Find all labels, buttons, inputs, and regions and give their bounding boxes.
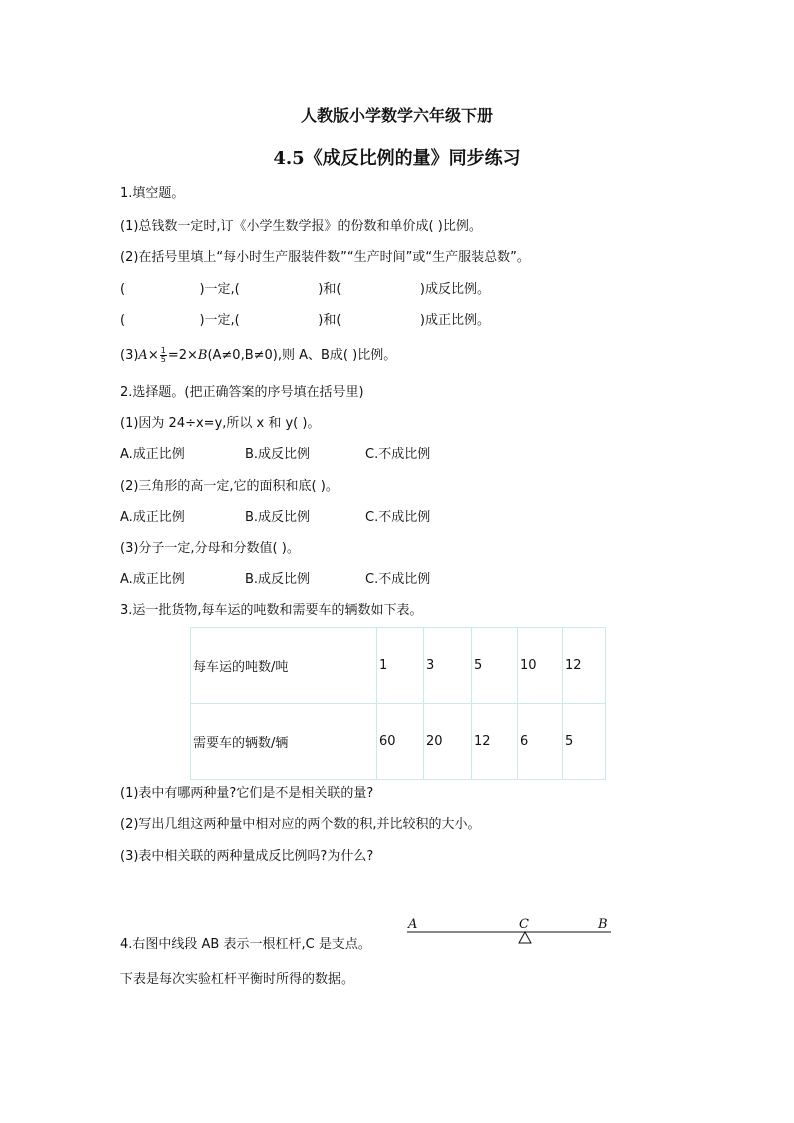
q1-part2-row2: ( )一定,( )和( )成正比例。: [120, 313, 490, 328]
q1-part2: (2)在括号里填上“每小时生产服装件数”“生产时间”或“生产服装总数”。: [120, 250, 530, 265]
q2-sub2: (2)三角形的高一定,它的面积和底( )。: [120, 479, 339, 494]
q2-sub2-option-b: B.成反比例: [245, 510, 311, 525]
page-subtitle: 4.5《成反比例的量》同步练习: [273, 148, 521, 169]
var-b: B: [197, 348, 208, 363]
q2-sub2-option-a: A.成正比例: [120, 510, 185, 525]
q2-sub1: (1)因为 24÷x=y,所以 x 和 y( )。: [120, 416, 321, 431]
table-row: [191, 704, 606, 780]
var-a: A: [138, 348, 148, 363]
q2-sub1-option-b: B.成反比例: [245, 447, 311, 462]
label-c: C: [519, 917, 529, 932]
times-sign: ×: [147, 348, 159, 363]
row-label-tons: 每车运的吨数/吨: [191, 628, 377, 704]
table-cell: 10: [518, 628, 563, 704]
tonnage-table: [190, 627, 606, 780]
q2-sub1-option-a: A.成正比例: [120, 447, 185, 462]
lever-diagram: [405, 912, 617, 952]
fulcrum-triangle-icon: [519, 932, 531, 943]
table-row: [191, 628, 606, 704]
q1-heading: 1.填空题。: [120, 186, 185, 201]
q2-heading: 2.选择题。(把正确答案的序号填在括号里): [120, 385, 364, 400]
label-b: B: [598, 917, 608, 932]
table-cell: 12: [563, 628, 606, 704]
q1-part3: [120, 346, 396, 366]
equals-two-times: =2×: [167, 348, 198, 363]
table-cell: 6: [518, 704, 563, 780]
q1-part3-condition: (A≠0,B≠0),则 A、B成( )比例。: [207, 348, 397, 363]
q3-sub1: (1)表中有哪两种量?它们是不是相关联的量?: [120, 786, 374, 801]
q1-part2-row1: ( )一定,( )和( )成反比例。: [120, 282, 490, 297]
q1-part3-prefix: (3): [120, 348, 139, 363]
q4-note: 下表是每次实验杠杆平衡时所得的数据。: [120, 972, 355, 987]
row-label-vehicles: 需要车的辆数/辆: [191, 704, 377, 780]
q4-heading: 4.右图中线段 AB 表示一根杠杆,C 是支点。: [120, 937, 371, 952]
table-cell: 60: [377, 704, 424, 780]
table-cell: 20: [424, 704, 472, 780]
q3-sub3: (3)表中相关联的两种量成反比例吗?为什么?: [120, 849, 374, 864]
q3-sub2: (2)写出几组这两种量中相对应的两个数的积,并比较积的大小。: [120, 817, 481, 832]
q2-sub3-option-a: A.成正比例: [120, 572, 185, 587]
fraction-numerator: 1: [160, 346, 166, 355]
table-cell: 1: [377, 628, 424, 704]
table-cell: 12: [472, 704, 518, 780]
q2-sub3-option-b: B.成反比例: [245, 572, 311, 587]
q2-sub2-option-c: C.不成比例: [365, 510, 431, 525]
page-title: 人教版小学数学六年级下册: [300, 106, 493, 125]
q2-sub3: (3)分子一定,分母和分数值( )。: [120, 541, 300, 556]
fraction-one-fifth: [160, 347, 167, 364]
q2-sub3-option-c: C.不成比例: [365, 572, 431, 587]
q3-heading: 3.运一批货物,每车运的吨数和需要车的辆数如下表。: [120, 603, 423, 618]
q1-part1: (1)总钱数一定时,订《小学生数学报》的份数和单价成( )比例。: [120, 219, 482, 234]
q2-sub1-option-c: C.不成比例: [365, 447, 431, 462]
label-a: A: [408, 917, 418, 932]
table-cell: 5: [563, 704, 606, 780]
fraction-denominator: 5: [160, 355, 166, 364]
table-cell: 5: [472, 628, 518, 704]
table-cell: 3: [424, 628, 472, 704]
